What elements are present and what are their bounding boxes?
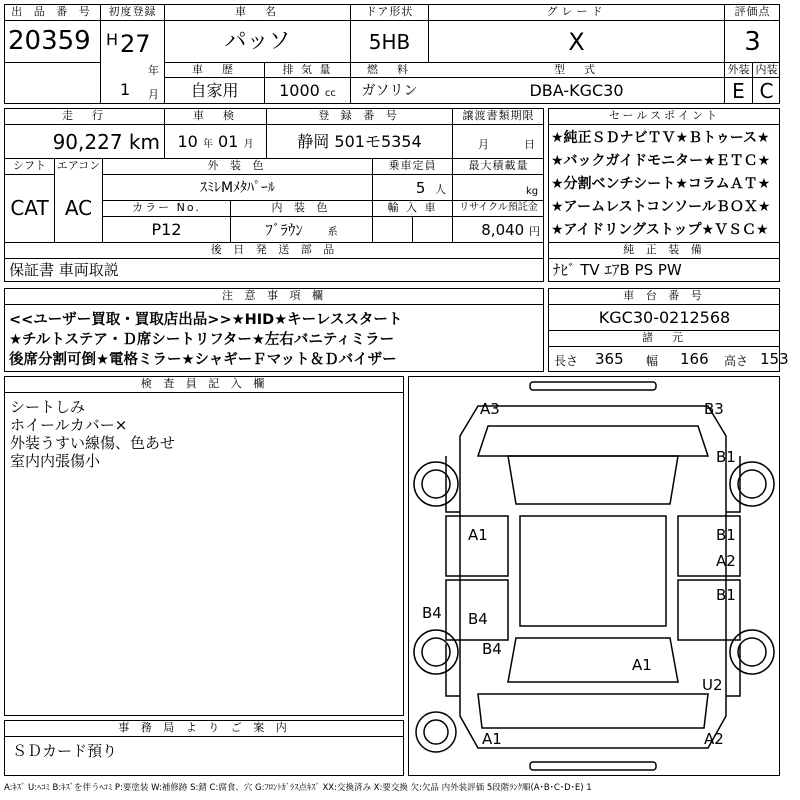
inspection-month: 01 <box>218 132 239 151</box>
ac-label: エアコン <box>56 159 101 172</box>
spec-length: 365 <box>595 350 624 368</box>
displacement-value: 1000 <box>279 81 320 100</box>
car-damage-diagram <box>408 376 780 776</box>
inspection-label: 車 検 <box>193 109 238 122</box>
notes-line-3: 後席分割可倒★電格ミラー★シャギーＦマット＆Ｄバイザー <box>9 352 397 368</box>
recycle <box>453 218 544 242</box>
mark-a3: A3 <box>480 400 500 418</box>
displacement <box>265 79 350 103</box>
mark-u2: U2 <box>702 676 723 694</box>
wheel-front-left-shape <box>414 462 458 506</box>
reg-year: 27 <box>120 30 151 58</box>
int-color-label: 内 装 色 <box>271 201 332 214</box>
int-grade: C <box>759 79 774 103</box>
year-unit: 年 <box>148 64 159 77</box>
later-parts-label: 後 日 発 送 部 品 <box>210 243 339 256</box>
mark-b4-left-rear-door: B4 <box>468 610 488 628</box>
sales-point-2: ★バックガイドモニター★ＥＴＣ★ <box>551 153 771 169</box>
wheel-rear-left-shape <box>414 630 458 674</box>
fuel: ガソリン <box>361 83 418 99</box>
model: DBA-KGC30 <box>529 81 624 100</box>
capacity-label: 乗車定員 <box>388 159 437 172</box>
displacement-label: 排 気 量 <box>282 63 333 76</box>
office-text: ＳＤカード預り <box>12 742 118 760</box>
inspector-line-3: 外装うすい線傷、色あせ <box>10 434 176 452</box>
mileage-label: 走 行 <box>62 109 107 122</box>
wheel-front-right-shape <box>730 462 774 506</box>
inspector-line-2: ホイールカバー× <box>10 416 128 434</box>
spec-height: 153 <box>760 350 789 368</box>
mark-b4-left-outer: B4 <box>422 604 442 622</box>
shift-label: シフト <box>13 159 46 172</box>
mark-b4-left-fender: B4 <box>482 640 502 658</box>
int-color <box>231 218 372 242</box>
car-name: パッソ <box>224 29 291 54</box>
wheel-front-right-hub-shape <box>738 470 766 498</box>
specs-label: 諸 元 <box>642 331 687 344</box>
mark-a1-rear-bumper: A1 <box>482 730 502 748</box>
mark-a1-left-front-door: A1 <box>468 526 488 544</box>
sales-label: セールスポイント <box>608 109 720 122</box>
max-load-label: 最大積載量 <box>468 159 529 172</box>
office-label: 事 務 局 よ り ご 案 内 <box>118 721 291 734</box>
ext-label: 外装 <box>727 63 750 76</box>
trunk-shape <box>478 694 708 728</box>
recycle-label: リサイクル預託金 <box>459 202 538 213</box>
rating-label: 評価点 <box>734 5 771 18</box>
sales-point-5: ★アイドリングストップ★ＶＳＣ★ <box>551 222 769 238</box>
hood-shape <box>478 426 708 456</box>
recycle-value: 8,040 <box>481 221 525 239</box>
mileage-unit: km <box>128 130 160 154</box>
displacement-unit: cc <box>324 88 336 99</box>
sales-point-3: ★分割ベンチシート★コラムＡＴ★ <box>551 176 771 192</box>
left-front-door-shape <box>446 516 508 576</box>
spare-wheel-shape <box>416 712 456 752</box>
mark-a2-right: A2 <box>716 552 736 570</box>
inspection-year: 10 <box>177 132 198 151</box>
capacity <box>373 176 452 200</box>
chassis-number: KGC30-0212568 <box>598 308 731 327</box>
int-color-unit: 系 <box>327 227 338 238</box>
car-name-label: 車 名 <box>235 5 280 18</box>
mark-b3: B3 <box>704 400 724 418</box>
int-color-value: ﾌﾞﾗｳﾝ <box>265 221 303 239</box>
equip: ﾅﾋﾞ TV ｴｱB PS PW <box>553 261 682 279</box>
grade: X <box>568 28 585 56</box>
legend: A:ｷｽﾞ U:ﾍｺﾐ B:ｷｽﾞを伴うﾍｺﾐ P:要塗装 W:補修跡 S:錆 C:腐食、穴 G:ﾌﾛﾝﾄｶﾞﾗｽ点ｷｽﾞ XX:交換済み X:要交換 欠:欠品 内外装評価 5段階ﾗﾝｸ順(A･B･C･D･E) 1 <box>4 783 592 793</box>
inspection-date <box>165 127 266 157</box>
transfer-month: 月 <box>478 138 489 151</box>
mark-b1-right-rear-door: B1 <box>716 586 736 604</box>
import-label: 輸 入 車 <box>387 201 438 214</box>
wheel-rear-right-shape <box>730 630 774 674</box>
mark-b1-right-front-door: B1 <box>716 526 736 544</box>
ac: AC <box>64 196 93 220</box>
max-load-unit: kg <box>526 186 539 197</box>
inspection-year-unit: 年 <box>202 139 213 150</box>
history: 自家用 <box>190 81 239 100</box>
capacity-unit: 人 <box>435 183 446 196</box>
body-outline-shape <box>460 406 726 748</box>
model-label: 型 式 <box>554 63 599 76</box>
era: H <box>106 30 119 49</box>
spec-width: 166 <box>680 350 709 368</box>
shift: CAT <box>10 196 49 220</box>
door: 5HB <box>368 30 411 54</box>
color-no: P12 <box>151 220 182 239</box>
door-label: ドア形状 <box>365 5 414 18</box>
inspector-label: 検 査 員 記 入 欄 <box>140 377 269 390</box>
mark-b1-front-right: B1 <box>716 448 736 466</box>
capacity-value: 5 <box>415 179 426 197</box>
rear-window-shape <box>508 638 678 682</box>
mark-a2-rear-bumper: A2 <box>704 730 724 748</box>
reg-month: 1 <box>120 80 131 99</box>
spare-wheel-hub-shape <box>424 720 448 744</box>
windshield-shape <box>508 456 678 504</box>
grade-label: グレード <box>546 5 607 18</box>
spec-width-label: 幅 <box>646 354 659 368</box>
recycle-unit: 円 <box>529 225 540 238</box>
lot-no: 20359 <box>8 26 91 56</box>
rating: 3 <box>744 27 761 57</box>
transfer-label: 譲渡書類期限 <box>462 109 535 122</box>
fuel-label: 燃 料 <box>367 63 412 76</box>
month-unit: 月 <box>148 88 159 101</box>
ext-color-label: 外 装 色 <box>207 159 268 172</box>
inspection-month-unit: 月 <box>243 139 254 150</box>
notes-line-1: <<ユーザー買取・買取店出品>>★HID★キーレススタート <box>9 312 403 328</box>
equip-label: 純 正 装 備 <box>623 243 706 256</box>
reg-no-label: 登 録 番 号 <box>318 109 401 122</box>
transfer-day: 日 <box>524 138 535 151</box>
inspector-line-4: 室内内張傷小 <box>10 452 101 470</box>
ext-color: ｽﾐﾚMﾒﾀﾊﾟｰﾙ <box>199 180 276 196</box>
mileage <box>5 127 164 157</box>
mark-a1-rear-window: A1 <box>632 656 652 674</box>
later-parts: 保証書 車両取説 <box>9 261 119 279</box>
roof-shape <box>520 516 666 626</box>
front-bumper-shape <box>530 382 656 390</box>
history-label: 車 歴 <box>192 63 237 76</box>
notes-line-2: ★チルトステア・Ｄ席シートリフター★左右バニティミラー <box>9 332 395 348</box>
color-no-label: カラー No. <box>132 201 201 214</box>
reg-no: 静岡 501モ5354 <box>297 132 422 151</box>
lot-no-label: 出 品 番 号 <box>11 5 94 18</box>
wheel-rear-right-hub-shape <box>738 638 766 666</box>
spec-length-label: 長さ <box>554 354 579 368</box>
inspector-line-1: シートしみ <box>10 398 86 416</box>
chassis-label: 車 台 番 号 <box>623 289 706 302</box>
first-reg-label: 初度登録 <box>108 5 157 18</box>
sales-point-1: ★純正ＳＤナビＴＶ★Ｂトゥース★ <box>551 130 770 146</box>
ext-grade: E <box>732 79 745 103</box>
mileage-value: 90,227 <box>52 130 123 154</box>
notes-label: 注 意 事 項 欄 <box>222 289 327 302</box>
int-label: 内装 <box>755 63 778 76</box>
sales-point-4: ★アームレストコンソールＢＯＸ★ <box>551 199 771 215</box>
spec-height-label: 高さ <box>724 354 749 368</box>
rear-bumper-shape <box>530 762 656 770</box>
